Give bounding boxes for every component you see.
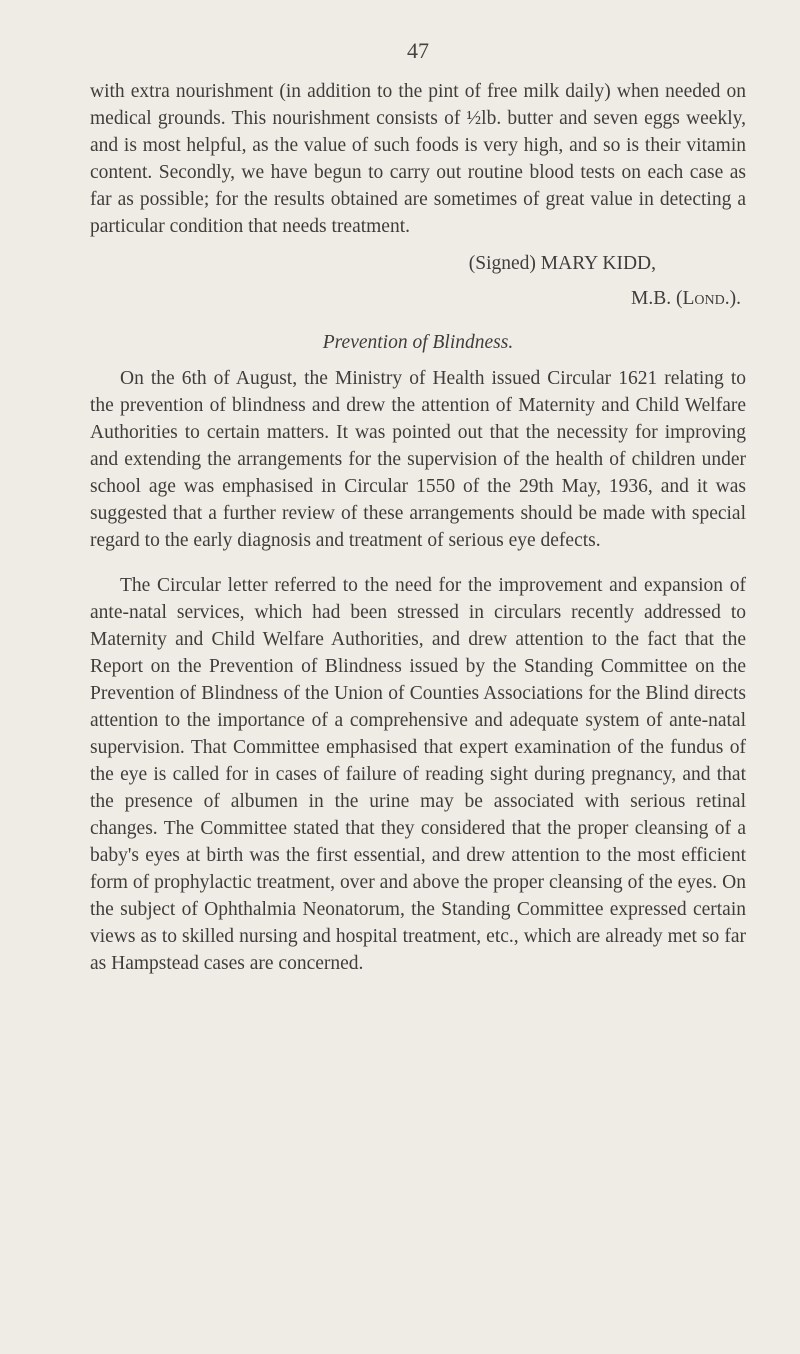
signature-block [90,250,746,312]
signature-degree: M.B. ( [631,288,683,309]
signature-qualification [90,285,746,312]
section-heading: Prevention of Blindness. [322,332,514,353]
page-number: 47 [407,38,429,63]
paragraph-circular-1621: On the 6th of August, the Ministry of Health issued Circular 1621 relating to the prevention of blindness and drew the attention of Maternity and Child Welfare Authorities to certain matters. It was pointed out that the necessity for improving and extending the arrangements for the supervision of the health of children under school age was emphasised in Circular 1550 of the 29th May, 1936, and it was suggested that a further review of these arrangements should be made with special regard to the early diagnosis and treatment of serious eye defects. [90,368,746,551]
signature-place: Lond. [682,288,730,309]
signature-name: (Signed) MARY KIDD, [468,253,656,274]
document-page [90,38,746,977]
signature-close: ). [729,288,741,309]
paragraph-nourishment: with extra nourishment (in addition to the pint of free milk daily) when needed on medical grounds. This nourishment consists of ½lb. butter and seven eggs weekly, and is most helpful, as the value of such foods is very high, and so is their vitamin content. Secondly, we have begun to carry out routine blood tests on each case as far as possible; for the results obtained are sometimes of great value in detecting a particular condition that needs treatment. [90,81,746,237]
paragraph-circular-letter: The Circular letter referred to the need for the improvement and expansion of ante-natal services, which had been stressed in circulars recently addressed to Maternity and Child Welfare Authorities, and drew attention to the fact that the Report on the Prevention of Blindness issued by the Standing Committee on the Prevention of Blindness of the Union of Counties Associations for the Blind directs attention to the importance of a comprehensive and adequate system of ante-natal supervision. That Committee emphasised that expert examination of the fundus of the eye is called for in cases of failure of reading sight during pregnancy, and that the presence of albumen in the urine may be associated with serious retinal changes. The Committee stated that they considered that the proper cleansing of a baby's eyes at birth was the first essential, and drew attention to the most efficient form of prophylactic treatment, over and above the proper cleansing of the eyes. On the subject of Ophthalmia Neonatorum, the Standing Committee expressed certain views as to skilled nursing and hospital treatment, etc., which are already met so far as Hampstead cases are concerned. [90,575,746,974]
